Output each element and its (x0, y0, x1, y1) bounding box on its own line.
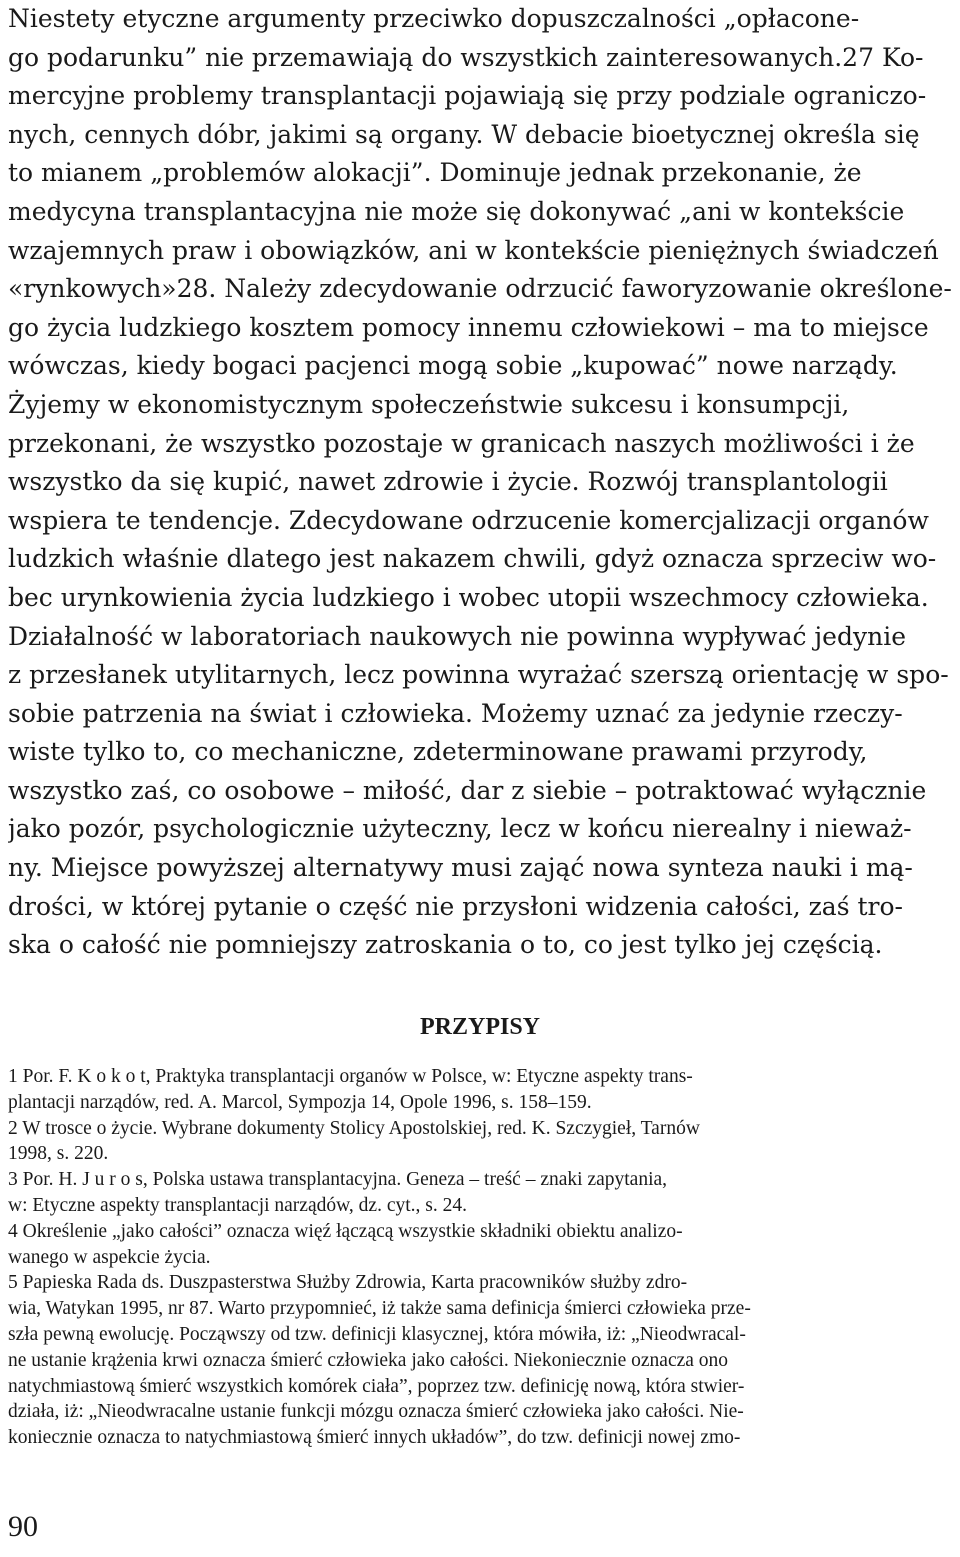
body-text (8, 0, 952, 965)
body-line: wszystko da się kupić, nawet zdrowie i życie. Rozwój transplantologii (8, 467, 888, 497)
body-line: Żyjemy w ekonomistycznym społeczeństwie sukcesu i konsumpcji, (8, 389, 850, 419)
footnote-line: natychmiastową śmierć wszystkich komórek ciała”, poprzez tzw. definicję nową, która stwier- (8, 1375, 745, 1397)
body-line: go podarunku” nie przemawiają do wszystkich zainteresowanych.27 Ko- (8, 42, 924, 72)
body-line: bec urynkowienia życia ludzkiego i wobec utopii wszechmocy człowieka. (8, 582, 929, 612)
body-line: Niestety etyczne argumenty przeciwko dopuszczalności „opłacone- (8, 4, 860, 33)
body-line: «rynkowych»28. Należy zdecydowanie odrzucić faworyzowanie określone- (8, 274, 952, 304)
body-line: jako pozór, psychologicznie użyteczny, lecz w końcu nierealny i nieważ- (8, 814, 912, 844)
footnote-line: wia, Watykan 1995, nr 87. Warto przypomnieć, iż także sama definicja śmierci człowieka prze- (8, 1298, 751, 1320)
body-line: medycyna transplantacyjna nie może się dokonywać „ani w kontekście (8, 196, 905, 226)
footnote-line: plantacji narządów, red. A. Marcol, Sympozja 14, Opole 1996, s. 158–159. (8, 1091, 592, 1113)
body-line: Działalność w laboratoriach naukowych nie powinna wypływać jedynie (8, 621, 906, 651)
footnote-line: 3 Por. H. J u r o s, Polska ustawa transplantacyjna. Geneza – treść – znaki zapytania, (8, 1169, 668, 1191)
body-line: mercyjne problemy transplantacji pojawiają się przy podziale ograniczo- (8, 81, 927, 111)
body-line: wiste tylko to, co mechaniczne, zdeterminowane prawami przyrody, (8, 737, 868, 767)
body-line: ska o całość nie pomniejszy zatroskania o to, co jest tylko jej częścią. (8, 930, 883, 960)
footnote-line: 2 W trosce o życie. Wybrane dokumenty Stolicy Apostolskiej, red. K. Szczygieł, Tarnów (8, 1117, 700, 1139)
footnote-line: w: Etyczne aspekty transplantacji narządów, dz. cyt., s. 24. (8, 1194, 467, 1216)
footnote-line: 1998, s. 220. (8, 1143, 109, 1165)
body-line: wszystko zaś, co osobowe – miłość, dar z siebie – potraktować wyłącznie (8, 775, 927, 805)
body-line: przekonani, że wszystko pozostaje w granicach naszych możliwości i że (8, 428, 915, 458)
footnote-line: 1 Por. F. K o k o t, Praktyka transplantacji organów w Polsce, w: Etyczne aspekty trans- (8, 1066, 693, 1087)
footnotes-list (8, 1064, 952, 1451)
body-line: wspiera te tendencje. Zdecydowane odrzucenie komercjalizacji organów (8, 505, 929, 535)
footnote-line: wanego w aspekcie życia. (8, 1246, 211, 1268)
body-line: wzajemnych praw i obowiązków, ani w kontekście pieniężnych świadczeń (8, 235, 939, 265)
page-number: 90 (8, 1510, 38, 1543)
body-line: ny. Miejsce powyższej alternatywy musi zająć nowa synteza nauki i mą- (8, 853, 913, 883)
body-line: drości, w której pytanie o część nie przysłoni widzenia całości, zaś tro- (8, 891, 903, 921)
body-line: ludzkich właśnie dlatego jest nakazem chwili, gdyż oznacza sprzeciw wo- (8, 544, 937, 574)
footnote-line: 4 Określenie „jako całości” oznacza więź łączącą wszystkie składniki obiektu analizo- (8, 1220, 683, 1242)
footnote-line: szła pewną ewolucję. Począwszy od tzw. definicji klasycznej, która mówiła, iż: „Nieodwracal- (8, 1323, 746, 1345)
footnote-line: 5 Papieska Rada ds. Duszpasterstwa Służby Zdrowia, Karta pracowników służby zdro- (8, 1272, 688, 1294)
footnote-line: koniecznie oznacza to natychmiastową śmierć innych układów”, do tzw. definicji nowej zmo- (8, 1427, 741, 1449)
body-line: z przesłanek utylitarnych, lecz powinna wyrażać szerszą orientację w spo- (8, 660, 949, 690)
body-line: sobie patrzenia na świat i człowieka. Możemy uznać za jedynie rzeczy- (8, 698, 903, 728)
footnote-line: ne ustanie krążenia krwi oznacza śmierć człowieka jako całości. Niekoniecznie oznacza ono (8, 1349, 729, 1371)
footnote-line: działa, iż: „Nieodwracalne ustanie funkcji mózgu oznacza śmierć człowieka jako całości. Nie- (8, 1401, 744, 1423)
body-line: wówczas, kiedy bogaci pacjenci mogą sobie „kupować” nowe narządy. (8, 351, 898, 381)
body-line: nych, cennych dóbr, jakimi są organy. W debacie bioetycznej określa się (8, 119, 920, 149)
footnotes-heading: PRZYPISY (419, 1014, 540, 1040)
body-line: go życia ludzkiego kosztem pomocy innemu człowiekowi – ma to miejsce (8, 312, 929, 342)
body-line: to mianem „problemów alokacji”. Dominuje jednak przekonanie, że (8, 158, 862, 188)
